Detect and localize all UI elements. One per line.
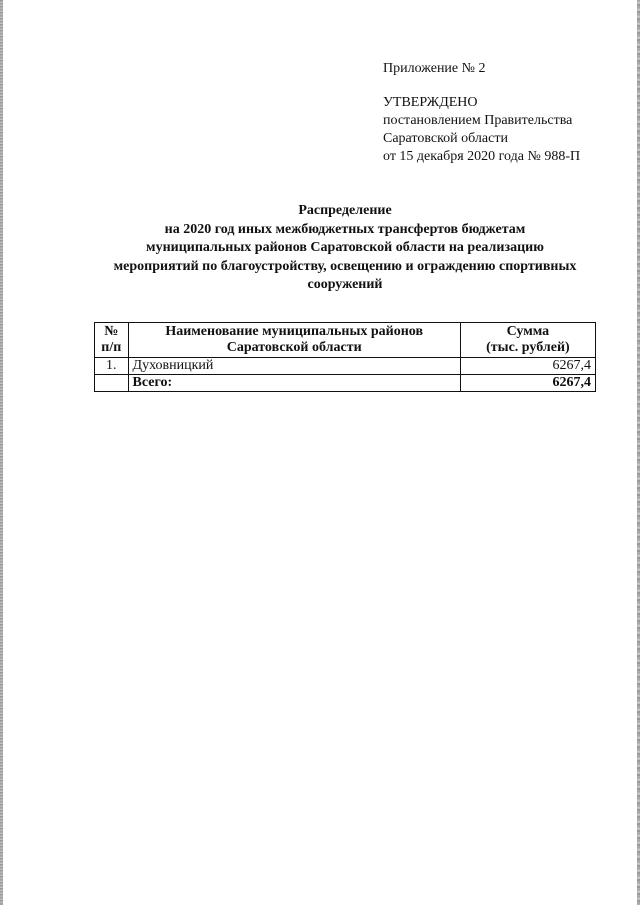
approved-label: УТВЕРЖДЕНО (383, 95, 478, 110)
approval-block (383, 60, 623, 166)
header-sum-line-2: (тыс. рублей) (486, 340, 570, 355)
approved-by-line-3: от 15 декабря 2020 года № 988-П (383, 149, 581, 164)
document-title (60, 202, 630, 295)
total-empty-cell (95, 375, 129, 392)
row-number: 1. (95, 358, 129, 375)
title-heading: Распределение (298, 203, 392, 218)
header-number-line-2: п/п (101, 340, 122, 355)
row-district-name: Духовницкий (128, 358, 460, 375)
distribution-table (94, 322, 596, 392)
scan-edge-left (0, 0, 3, 905)
table-total-row (95, 375, 596, 392)
table-row (95, 358, 596, 375)
approved-by-line-2: Саратовской области (383, 131, 508, 146)
header-name-line-2: Саратовской области (226, 340, 362, 355)
header-number (95, 323, 129, 358)
header-sum-line-1: Сумма (506, 324, 550, 339)
total-label: Всего: (128, 375, 460, 392)
title-line-4: сооружений (307, 277, 383, 292)
title-line-3: мероприятий по благоустройству, освещению и ограждению спортивных (113, 258, 577, 274)
table-header-row (95, 323, 596, 358)
title-line-1: на 2020 год иных межбюджетных трансфертов бюджетам (164, 221, 526, 237)
header-name-line-1: Наименование муниципальных районов (165, 324, 424, 339)
header-number-line-1: № (104, 324, 119, 339)
header-sum (460, 323, 595, 358)
approved-by-line-1: постановлением Правительства (383, 113, 573, 128)
row-sum: 6267,4 (460, 358, 595, 375)
title-line-2: муниципальных районов Саратовской области на реализацию (146, 240, 544, 255)
header-name (128, 323, 460, 358)
total-sum: 6267,4 (460, 375, 595, 392)
appendix-label: Приложение № 2 (383, 61, 486, 76)
